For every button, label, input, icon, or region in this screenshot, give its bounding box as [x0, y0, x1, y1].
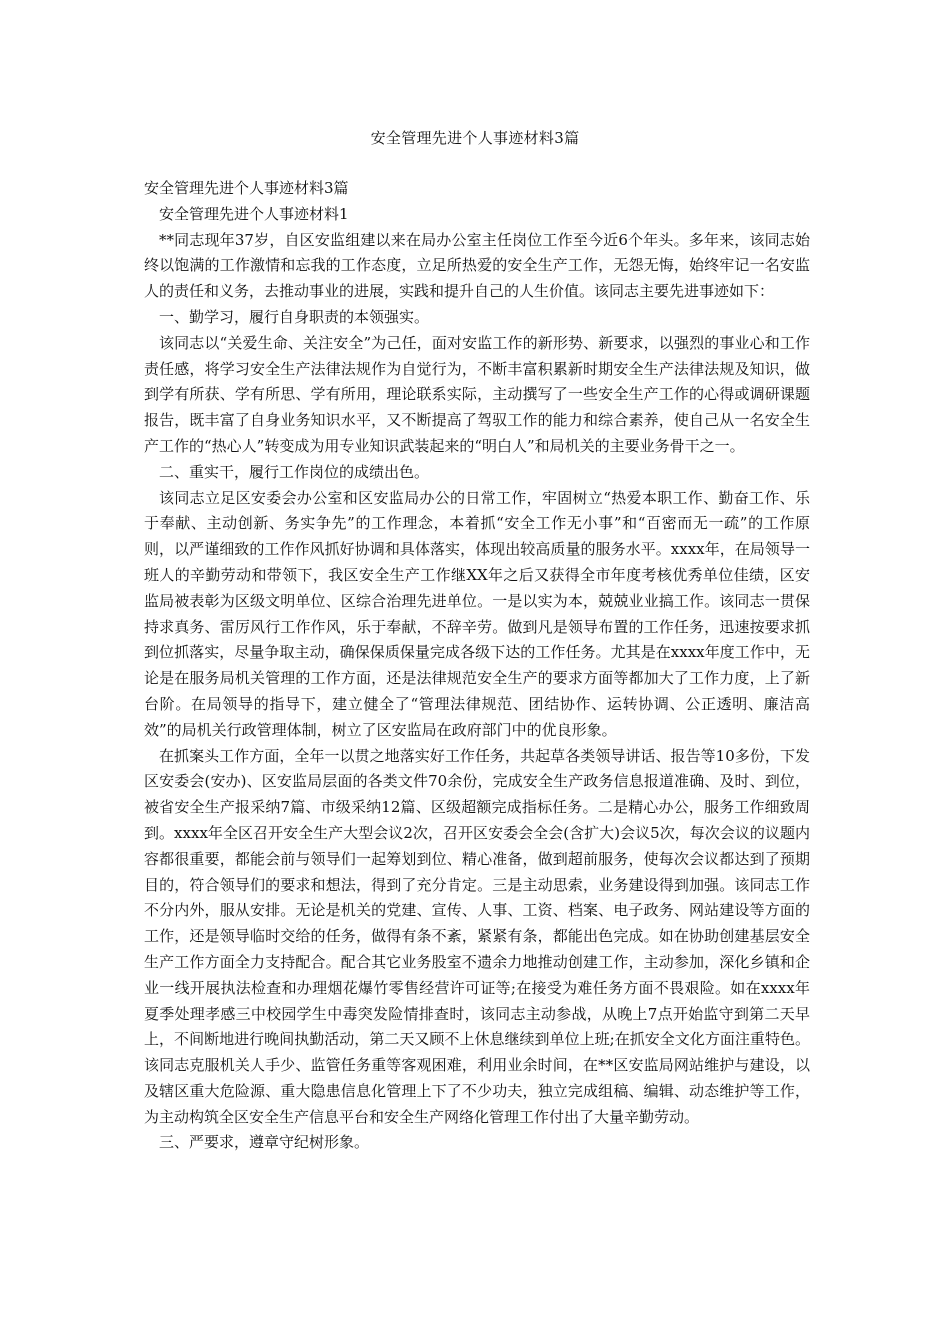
document-body [144, 176, 810, 1156]
subheading: 二、重实干，履行工作岗位的成绩出色。 [159, 462, 430, 481]
paragraph: 该同志以“关爱生命、关注安全”为己任，面对安监工作的新形势、新要求，以强烈的事业心和工作责任感，将学习安全生产法律法规作为自觉行为，不断丰富积累新时期安全生产法律法规及知识，做到学有所获、学有所思、学有所用，理论联系实际，主动撰写了一些安全生产工作的心得或调研课题报告，既丰富了自身业务知识水平，又不断提高了驾驭工作的能力和综合素养，使自己从一名安全生产工作的“热心人”转变成为用专业知识武装起来的“明白人”和局机关的主要业务骨干之一。 [144, 333, 810, 455]
paragraph: 在抓案头工作方面，全年一以贯之地落实好工作任务，共起草各类领导讲话、报告等10多份，下发区安委会(安办)、区安监局层面的各类文件70余份，完成安全生产政务信息报道准确、及时、到位，被省安全生产报采纳7篇、市级采纳12篇、区级超额完成指标任务。二是精心办公，服务工作细致周到。xxxx年全区召开安全生产大型会议2次，召开区安委会全会(含扩大)会议5次，每次会议的议题内容都很重要，都能会前与领导们一起筹划到位、精心准备，做到超前服务，使每次会议都达到了预期目的，符合领导们的要求和想法，得到了充分肯定。三是主动思索，业务建设得到加强。该同志工作不分内外，服从安排。无论是机关的党建、宣传、人事、工资、档案、电子政务、网站建设等方面的工作，还是领导临时交给的任务，做得有条不紊，紧紧有条，都能出色完成。如在协助创建基层安全生产工作方面全力支持配合。配合其它业务股室不遗余力地推动创建工作，主动参加，深化乡镇和企业一线开展执法检查和办理烟花爆竹零售经营许可证等;在接受为难任务方面不畏艰险。如在xxxx年夏季处理孝感三中校园学生中毒突发险情排查时，该同志主动参战，从晚上7点开始监守到第二天早上，不间断地进行晚间执勤活动，第二天又顾不上休息继续到单位上班;在抓安全文化方面注重特色。该同志克服机关人手少、监管任务重等客观困难，利用业余时间，在**区安监局网站维护与建设，以及辖区重大危险源、重大隐患信息化管理上下了不少功夫，独立完成组稿、编辑、动态维护等工作，为主动构筑全区安全生产信息平台和安全生产网络化管理工作付出了大量辛勤劳动。 [144, 746, 810, 1126]
subheading: 三、严要求，遵章守纪树形象。 [159, 1133, 370, 1152]
document-title: 安全管理先进个人事迹材料3篇 [370, 129, 580, 147]
subheading: 一、勤学习，履行自身职责的本领强实。 [159, 307, 430, 326]
body-heading: 安全管理先进个人事迹材料3篇 [144, 179, 349, 197]
paragraph: **同志现年37岁，自区安监组建以来在局办公室主任岗位工作至今近6个年头。多年来，该同志始终以饱满的工作激情和忘我的工作态度，立足所热爱的安全生产工作，无怨无悔，始终牢记一名安监人的责任和义务，去推动事业的进展，实践和提升自己的人生价值。该同志主要先进事迹如下： [144, 230, 810, 301]
paragraph: 该同志立足区安委会办公室和区安监局办公的日常工作，牢固树立“热爱本职工作、勤奋工作、乐于奉献、主动创新、务实争先”的工作理念，本着抓“安全工作无小事”和“百密而无一疏”的工作原则，以严谨细致的工作作风抓好协调和具体落实，体现出较高质量的服务水平。xxxx年，在局领导一班人的辛勤劳动和带领下，我区安全生产工作继XX年之后又获得全市年度考核优秀单位佳绩，区安监局被表彰为区级文明单位、区综合治理先进单位。一是以实为本，兢兢业业搞工作。该同志一贯保持求真务、雷厉风行工作作风，乐于奉献，不辞辛劳。做到凡是领导布置的工作任务，迅速按要求抓到位抓落实，尽量争取主动，确保保质保量完成各级下达的工作任务。尤其是在xxxx年度工作中，无论是在服务局机关管理的工作方面，还是法律规范安全生产的要求方面等都加大了工作力度，上了新台阶。在局领导的指导下，建立健全了“管理法律规范、团结协作、运转协调、公正透明、廉洁高效”的局机关行政管理体制，树立了区安监局在政府部门中的优良形象。 [144, 488, 810, 739]
section-title: 安全管理先进个人事迹材料1 [159, 204, 349, 223]
